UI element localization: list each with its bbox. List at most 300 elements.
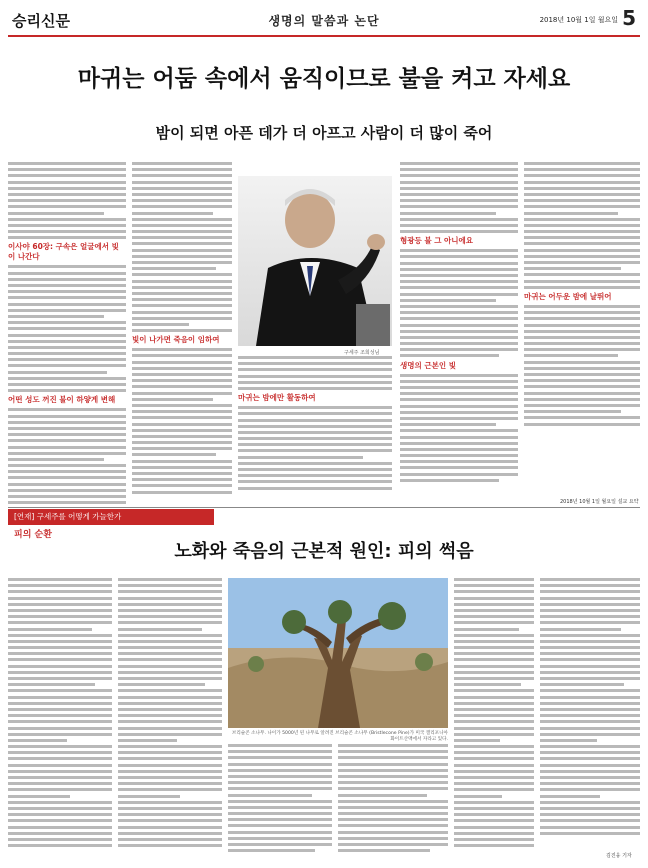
text-line	[238, 375, 392, 378]
text-line	[540, 788, 640, 791]
text-line	[400, 181, 518, 184]
text-line	[524, 385, 640, 388]
text-line	[228, 769, 332, 772]
text-line	[540, 578, 640, 581]
text-line	[118, 646, 222, 649]
article-subtitle: 어떤 성도 꺼진 불이 하얗게 변해	[8, 395, 116, 405]
text-line	[540, 807, 640, 810]
text-line	[8, 284, 126, 287]
text-line	[540, 584, 640, 587]
text-line	[118, 770, 222, 773]
text-line	[8, 427, 126, 430]
text-line	[400, 274, 518, 277]
text-line	[400, 386, 518, 389]
text-line	[540, 714, 640, 717]
text-line	[8, 377, 126, 380]
text-line	[8, 446, 126, 449]
text-line	[132, 478, 232, 481]
text-line	[8, 708, 112, 711]
article-column-3-lower	[238, 356, 392, 506]
text-line	[238, 480, 392, 483]
text-line	[8, 640, 112, 643]
text-line	[400, 286, 518, 289]
text-line	[132, 317, 232, 320]
text-line	[454, 764, 534, 767]
text-line	[118, 795, 180, 798]
text-line	[454, 714, 534, 717]
text-line	[524, 218, 640, 221]
article2-column-3-lower	[228, 744, 332, 864]
text-line	[8, 321, 126, 324]
text-line	[400, 336, 518, 339]
article-subtitle: 빛이 나가면 죽음이 임하여	[132, 335, 220, 345]
text-line	[338, 794, 427, 797]
text-line	[132, 416, 232, 419]
newspaper-logo: 승리신문	[12, 12, 70, 30]
text-line	[8, 371, 107, 374]
text-line	[228, 843, 332, 846]
text-line	[524, 398, 640, 401]
text-line	[540, 782, 640, 785]
text-line	[454, 819, 534, 822]
text-line	[228, 849, 315, 852]
text-line	[118, 745, 222, 748]
photo-caption: 구세주 조희성님	[344, 350, 380, 356]
text-line	[524, 336, 640, 339]
text-line	[540, 689, 640, 692]
text-line	[524, 242, 640, 245]
text-line	[132, 373, 232, 376]
text-line	[118, 788, 222, 791]
article2-column-4-lower	[338, 744, 448, 864]
text-line	[524, 286, 640, 289]
text-line	[524, 361, 640, 364]
text-line	[132, 392, 232, 395]
text-line	[454, 739, 500, 742]
text-line	[454, 844, 534, 847]
text-line	[8, 795, 70, 798]
text-line	[338, 769, 448, 772]
text-line	[454, 807, 534, 810]
text-line	[524, 255, 640, 258]
text-line	[454, 782, 534, 785]
text-line	[8, 615, 112, 618]
text-line	[454, 757, 534, 760]
text-line	[238, 437, 392, 440]
text-line	[400, 293, 518, 296]
text-line	[454, 838, 534, 841]
text-line	[8, 727, 112, 730]
text-line	[8, 801, 112, 804]
text-line	[8, 652, 112, 655]
text-line	[454, 801, 534, 804]
text-line	[338, 843, 448, 846]
text-line	[454, 640, 534, 643]
text-line	[118, 671, 222, 674]
text-line	[228, 806, 332, 809]
text-line	[8, 776, 112, 779]
text-line	[400, 317, 518, 320]
text-line	[132, 193, 232, 196]
text-line	[400, 299, 496, 302]
text-line	[118, 838, 222, 841]
text-line	[132, 181, 232, 184]
text-line	[524, 379, 640, 382]
text-line	[118, 733, 222, 736]
text-line	[524, 267, 621, 270]
text-line	[238, 368, 392, 371]
text-line	[8, 751, 112, 754]
text-line	[454, 745, 534, 748]
text-line	[238, 474, 392, 477]
text-line	[454, 615, 534, 618]
text-line	[540, 776, 640, 779]
text-line	[8, 838, 112, 841]
text-line	[8, 658, 112, 661]
text-line	[524, 261, 640, 264]
text-line	[524, 354, 618, 357]
text-line	[524, 305, 640, 308]
text-line	[238, 356, 392, 359]
text-line	[400, 174, 518, 177]
text-line	[132, 255, 232, 258]
text-line	[338, 831, 448, 834]
text-line	[8, 309, 126, 312]
text-line	[118, 807, 222, 810]
article-column-1	[8, 162, 126, 508]
text-line	[118, 590, 222, 593]
text-line	[454, 597, 534, 600]
text-line	[540, 764, 640, 767]
text-line	[400, 454, 518, 457]
text-line	[524, 224, 640, 227]
text-line	[228, 775, 332, 778]
text-line	[400, 473, 518, 476]
text-line	[132, 205, 232, 208]
text-line	[524, 348, 640, 351]
text-line	[454, 590, 534, 593]
tree-photo	[228, 578, 448, 728]
text-line	[524, 410, 621, 413]
text-line	[454, 578, 534, 581]
article2-column-5	[454, 578, 534, 864]
text-line	[238, 462, 392, 465]
text-line	[118, 813, 222, 816]
text-line	[524, 367, 640, 370]
text-line	[8, 609, 112, 612]
text-line	[8, 578, 112, 581]
text-line	[118, 665, 222, 668]
text-line	[338, 763, 448, 766]
text-line	[118, 683, 205, 686]
text-line	[8, 476, 126, 479]
text-line	[400, 193, 518, 196]
text-line	[338, 781, 448, 784]
text-line	[8, 501, 126, 504]
text-line	[118, 652, 222, 655]
text-line	[400, 380, 518, 383]
text-line	[8, 590, 112, 593]
text-line	[524, 187, 640, 190]
text-line	[118, 776, 222, 779]
text-line	[540, 677, 640, 680]
text-line	[8, 464, 126, 467]
text-line	[454, 727, 534, 730]
text-line	[338, 800, 448, 803]
text-line	[540, 590, 640, 593]
text-line	[8, 671, 112, 674]
text-line	[228, 824, 332, 827]
text-line	[8, 677, 112, 680]
text-line	[118, 714, 222, 717]
article2-column-6	[540, 578, 640, 864]
text-line	[8, 205, 126, 208]
text-line	[132, 435, 232, 438]
text-line	[400, 392, 518, 395]
text-line	[8, 303, 126, 306]
text-line	[8, 290, 126, 293]
text-line	[118, 720, 222, 723]
text-line	[238, 381, 392, 384]
text-line	[540, 646, 640, 649]
text-line	[132, 224, 232, 227]
text-line	[524, 392, 640, 395]
text-line	[400, 324, 518, 327]
article-subheadline: 밤이 되면 아픈 데가 더 아프고 사람이 더 많이 죽어	[155, 124, 493, 142]
text-line	[8, 272, 126, 275]
text-line	[118, 727, 222, 730]
text-line	[118, 689, 222, 692]
text-line	[400, 448, 518, 451]
text-line	[454, 628, 519, 631]
article2-author: 김진웅 기자	[606, 853, 632, 859]
text-line	[524, 273, 640, 276]
issue-date: 2018년 10월 1일 월요일	[539, 16, 618, 24]
text-line	[8, 470, 126, 473]
text-line	[338, 818, 448, 821]
text-line	[228, 787, 332, 790]
text-line	[400, 311, 518, 314]
text-line	[8, 364, 126, 367]
text-line	[8, 389, 126, 392]
text-line	[454, 720, 534, 723]
text-line	[524, 280, 640, 283]
text-line	[132, 348, 232, 351]
text-line	[8, 315, 104, 318]
text-line	[8, 689, 112, 692]
text-line	[118, 782, 222, 785]
text-line	[8, 181, 126, 184]
article-subtitle: 마귀는 어두운 밤에 날뛰어	[524, 291, 612, 301]
text-line	[118, 739, 177, 742]
text-line	[132, 311, 232, 314]
text-line	[132, 298, 232, 301]
text-line	[8, 603, 112, 606]
text-line	[8, 788, 112, 791]
text-line	[118, 584, 222, 587]
text-line	[238, 468, 392, 471]
text-line	[8, 665, 112, 668]
text-line	[524, 342, 640, 345]
text-line	[400, 479, 499, 482]
text-line	[524, 205, 640, 208]
text-line	[132, 404, 232, 407]
text-line	[118, 621, 222, 624]
text-line	[132, 453, 216, 456]
article2-headline: 노화와 죽음의 근본적 원인: 피의 썩음	[174, 541, 474, 562]
text-line	[132, 292, 232, 295]
text-line	[238, 387, 392, 390]
text-line	[540, 757, 640, 760]
text-line	[8, 230, 126, 233]
text-line	[524, 236, 640, 239]
text-line	[228, 756, 332, 759]
text-line	[338, 787, 448, 790]
text-line	[524, 181, 640, 184]
text-line	[454, 609, 534, 612]
text-line	[132, 304, 232, 307]
text-line	[524, 168, 640, 171]
text-line	[454, 770, 534, 773]
text-line	[8, 757, 112, 760]
text-line	[454, 652, 534, 655]
text-line	[118, 757, 222, 760]
text-line	[540, 671, 640, 674]
text-line	[540, 658, 640, 661]
text-line	[454, 603, 534, 606]
text-line	[118, 640, 222, 643]
text-line	[400, 224, 518, 227]
text-line	[524, 212, 618, 215]
text-line	[540, 832, 640, 835]
text-line	[8, 224, 126, 227]
text-line	[118, 615, 222, 618]
text-line	[400, 255, 518, 258]
text-line	[338, 824, 448, 827]
text-line	[400, 466, 518, 469]
text-line	[524, 199, 640, 202]
text-line	[8, 696, 112, 699]
text-line	[118, 597, 222, 600]
text-line	[400, 199, 518, 202]
text-line	[524, 373, 640, 376]
text-line	[540, 727, 640, 730]
text-line	[540, 696, 640, 699]
text-line	[338, 837, 448, 840]
text-line	[132, 273, 232, 276]
text-line	[454, 658, 534, 661]
text-line	[540, 621, 640, 624]
article-subtitle: 형광등 불 그 아니에요	[400, 236, 474, 246]
article-subtitle: 마귀는 밤에만 활동하여	[238, 393, 316, 403]
text-line	[132, 242, 232, 245]
text-line	[400, 436, 518, 439]
text-line	[400, 423, 496, 426]
text-line	[8, 621, 112, 624]
text-line	[8, 327, 126, 330]
text-line	[400, 442, 518, 445]
text-line	[118, 609, 222, 612]
text-line	[132, 267, 216, 270]
page-number: 5	[622, 6, 636, 30]
text-line	[540, 634, 640, 637]
text-line	[8, 807, 112, 810]
text-line	[132, 472, 232, 475]
text-line	[132, 361, 232, 364]
text-line	[400, 411, 518, 414]
speaker-photo	[238, 176, 392, 346]
text-line	[8, 278, 126, 281]
text-line	[400, 168, 518, 171]
text-line	[238, 487, 392, 490]
text-line	[400, 305, 518, 308]
text-line	[524, 404, 640, 407]
text-line	[132, 174, 232, 177]
text-line	[540, 652, 640, 655]
text-line	[118, 702, 222, 705]
text-line	[118, 708, 222, 711]
text-line	[524, 162, 640, 165]
text-line	[8, 334, 126, 337]
text-line	[8, 408, 126, 411]
text-line	[454, 708, 534, 711]
text-line	[132, 398, 213, 401]
text-line	[118, 801, 222, 804]
text-line	[8, 634, 112, 637]
text-line	[8, 714, 112, 717]
serial-tag: [연재] 구세주를 어떻게 가늘한가	[8, 509, 214, 525]
text-line	[454, 696, 534, 699]
text-line	[132, 230, 232, 233]
text-line	[132, 491, 232, 494]
text-line	[228, 800, 332, 803]
text-line	[132, 367, 232, 370]
text-line	[118, 634, 222, 637]
text-line	[8, 174, 126, 177]
text-line	[338, 806, 448, 809]
article-headline: 마귀는 어둠 속에서 움직이므로 불을 켜고 자세요	[77, 66, 571, 92]
text-line	[540, 603, 640, 606]
text-line	[524, 423, 640, 426]
text-line	[132, 187, 232, 190]
text-line	[454, 634, 534, 637]
text-line	[8, 415, 126, 418]
text-line	[8, 495, 126, 498]
text-line	[8, 832, 112, 835]
text-line	[524, 324, 640, 327]
text-line	[540, 826, 640, 829]
text-line	[228, 794, 312, 797]
text-line	[454, 671, 534, 674]
text-line	[8, 265, 126, 268]
text-line	[524, 330, 640, 333]
text-line	[8, 683, 95, 686]
text-line	[400, 205, 518, 208]
text-line	[238, 412, 392, 415]
article2-column-1	[8, 578, 112, 864]
text-line	[400, 230, 518, 233]
text-line	[238, 443, 392, 446]
text-line	[400, 342, 518, 345]
text-line	[228, 763, 332, 766]
text-line	[238, 406, 392, 409]
text-line	[132, 280, 232, 283]
text-line	[540, 720, 640, 723]
text-line	[540, 770, 640, 773]
text-line	[338, 744, 448, 747]
text-line	[118, 751, 222, 754]
text-line	[132, 212, 213, 215]
